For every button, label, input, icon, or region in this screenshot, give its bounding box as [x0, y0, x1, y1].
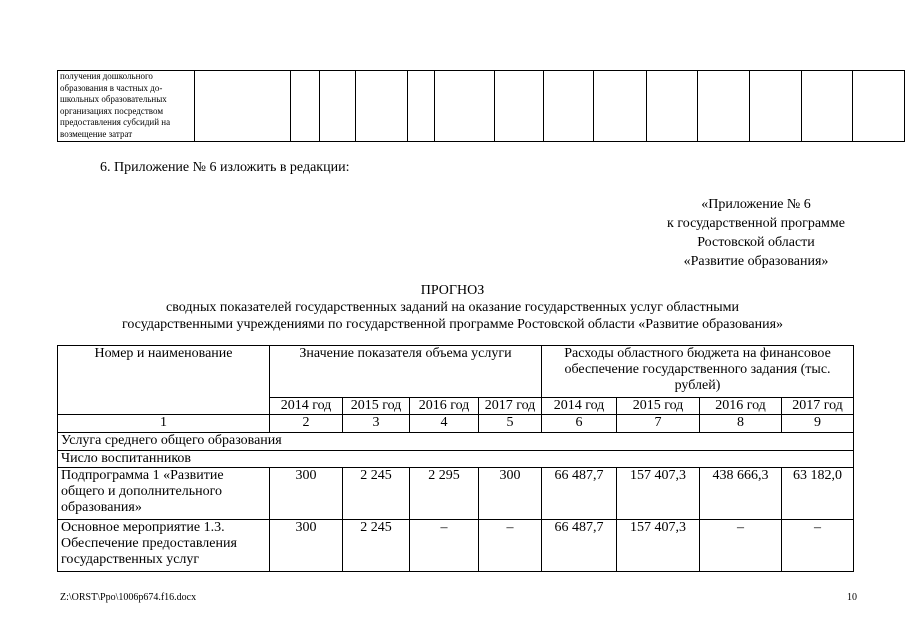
value-cell: 2 245 [343, 520, 410, 572]
title-line: государственными учреждениями по государственной программе Ростовской области «Развитие образования» [121, 317, 784, 332]
column-number: 1 [58, 415, 270, 433]
value-cell: 300 [270, 520, 343, 572]
section-row [58, 451, 854, 468]
column-number: 2 [270, 415, 343, 433]
column-number: 5 [479, 415, 542, 433]
section-row [58, 433, 854, 451]
value-cell: – [782, 520, 854, 572]
title-line: сводных показателей государственных заданий на оказание государственных услуг областными [166, 300, 739, 315]
year-cell: 2017 год [479, 398, 542, 415]
value-cell: 2 245 [343, 468, 410, 520]
year-cell: 2017 год [782, 398, 854, 415]
table-header-row [58, 346, 854, 398]
column-numbers-row [58, 415, 854, 433]
table-row [58, 520, 854, 572]
section-label: Услуга среднего общего образования [58, 433, 854, 451]
value-cell: – [410, 520, 479, 572]
value-cell: 157 407,3 [617, 520, 700, 572]
value-cell: 157 407,3 [617, 468, 700, 520]
value-cell: 66 487,7 [542, 468, 617, 520]
title-line: ПРОГНОЗ [420, 283, 485, 298]
row-label: получения дошкольного образования в частных до-школьных образовательных организациях посредством предоставления субсидий на возмещение затрат [58, 71, 195, 142]
year-cell: 2014 год [542, 398, 617, 415]
amendment-paragraph: 6. Приложение № 6 изложить в редакции: [100, 160, 350, 175]
header-name: Номер и наименование [58, 346, 270, 415]
table-row [58, 71, 905, 142]
value-cell: 300 [270, 468, 343, 520]
file-path: Z:\ORST\Ppo\1006p674.f16.docx [60, 592, 197, 603]
page-number: 10 [847, 592, 857, 603]
appendix-line: Ростовской области [697, 235, 815, 250]
column-number: 6 [542, 415, 617, 433]
value-cell: 63 182,0 [782, 468, 854, 520]
value-cell: 300 [479, 468, 542, 520]
row-name: Основное мероприятие 1.3. Обеспечение предоставления государственных услуг [58, 520, 270, 572]
document-title [0, 282, 905, 333]
header-expenses: Расходы областного бюджета на финансовое обеспечение государственного задания (тыс. рублей) [542, 346, 854, 398]
column-number: 3 [343, 415, 410, 433]
column-number: 8 [700, 415, 782, 433]
value-cell: – [700, 520, 782, 572]
row-name: Подпрограмма 1 «Развитие общего и дополнительного образования» [58, 468, 270, 520]
section-label: Число воспитанников [58, 451, 854, 468]
appendix-line: «Приложение № 6 [701, 197, 811, 212]
column-number: 7 [617, 415, 700, 433]
year-cell: 2014 год [270, 398, 343, 415]
appendix-line: «Развитие образования» [683, 254, 829, 269]
year-cell: 2016 год [700, 398, 782, 415]
year-cell: 2016 год [410, 398, 479, 415]
year-cell: 2015 год [617, 398, 700, 415]
appendix-heading [667, 195, 845, 271]
year-cell: 2015 год [343, 398, 410, 415]
column-number: 4 [410, 415, 479, 433]
header-indicator: Значение показателя объема услуги [270, 346, 542, 398]
value-cell: 2 295 [410, 468, 479, 520]
appendix-line: к государственной программе [667, 216, 845, 231]
value-cell: 438 666,3 [700, 468, 782, 520]
table-row [58, 468, 854, 520]
forecast-table [57, 345, 854, 572]
continued-table [57, 70, 905, 142]
value-cell: 66 487,7 [542, 520, 617, 572]
column-number: 9 [782, 415, 854, 433]
value-cell: – [479, 520, 542, 572]
